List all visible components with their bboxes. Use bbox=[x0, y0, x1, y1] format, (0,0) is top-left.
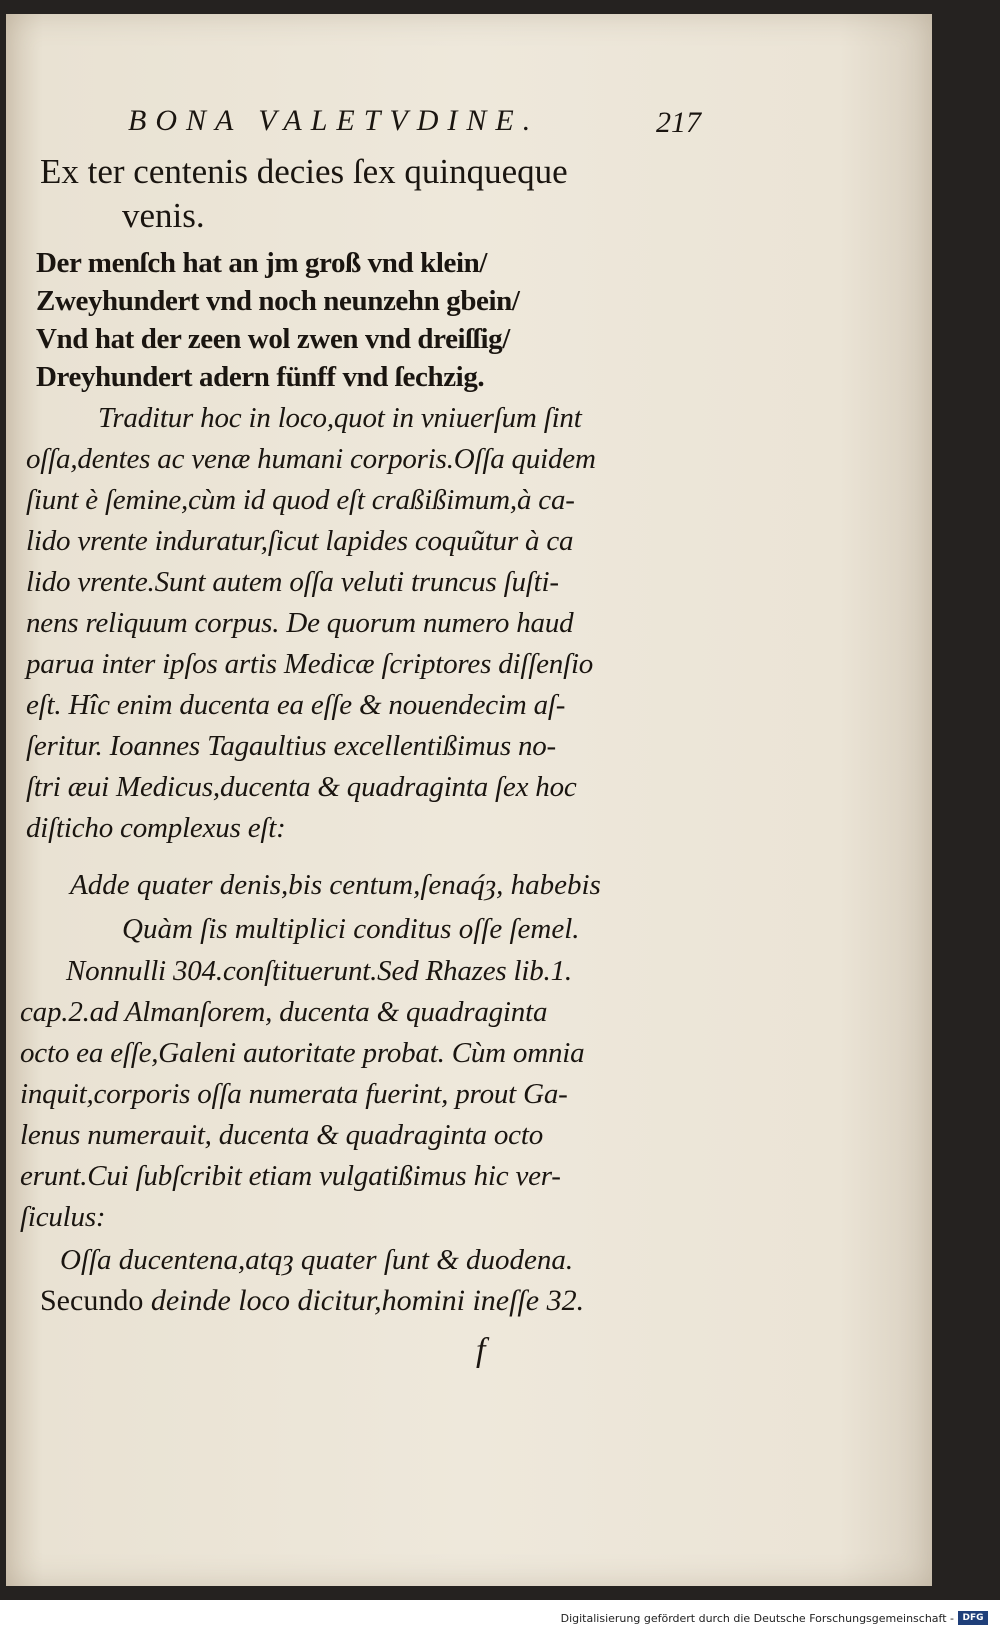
commentary-line: ſiculus: bbox=[20, 1201, 106, 1233]
digitization-credit: Digitalisierung gefördert durch die Deutsche Forschungsgemeinschaft - bbox=[560, 1612, 954, 1625]
commentary-line: inquit,corporis oſſa numerata fuerint, prout Ga- bbox=[20, 1078, 568, 1110]
commentary-line: lido vrente.Sunt autem oſſa veluti truncus ſuſti- bbox=[26, 566, 559, 598]
german-verse bbox=[36, 244, 520, 396]
commentary-line: Nonnulli 304.conſtituerunt.Sed Rhazes lib.1. bbox=[66, 955, 572, 987]
quotation-line: Adde quater denis,bis centum,ſenaq́ȝ, habebis bbox=[70, 869, 601, 901]
commentary-line: octo ea eſſe,Galeni autoritate probat. Cùm omnia bbox=[20, 1037, 585, 1069]
dfg-logo-icon: DFG bbox=[958, 1611, 988, 1625]
page-header bbox=[128, 104, 708, 144]
commentary-paragraph-2 bbox=[20, 951, 584, 1238]
latin-verse-line: venis. bbox=[122, 196, 205, 235]
catchword: f bbox=[476, 1332, 486, 1369]
commentary-line: eſt. Hîc enim ducenta ea eſſe & nouendecim aſ- bbox=[26, 689, 566, 721]
final-line-roman: Secundo bbox=[40, 1284, 144, 1317]
quotation-line: Quàm ſis multiplici conditus oſſe ſemel. bbox=[122, 913, 580, 945]
latin-verse bbox=[40, 150, 568, 238]
german-verse-line: Dreyhundert adern fünff vnd ſechzig. bbox=[36, 361, 485, 393]
german-verse-line: Zweyhundert vnd noch neunzehn gbein/ bbox=[36, 285, 520, 317]
commentary-line: ſeritur. Ioannes Tagaultius excellentißimus no- bbox=[26, 730, 557, 762]
commentary-line: ſiunt è ſemine,cùm id quod eſt craßißimum,à ca- bbox=[26, 484, 575, 516]
commentary-line: lido vrente induratur,ſicut lapides coquũtur à ca bbox=[26, 525, 574, 557]
commentary-line: parua inter ipſos artis Medicæ ſcriptores diſſenſio bbox=[26, 648, 594, 680]
commentary-line: Traditur hoc in loco,quot in vniuerſum ſint bbox=[98, 402, 582, 434]
commentary-line: erunt.Cui ſubſcribit etiam vulgatißimus hic ver- bbox=[20, 1160, 561, 1192]
commentary-line: ſtri æui Medicus,ducenta & quadraginta ſex hoc bbox=[26, 771, 577, 803]
latin-verse-line: Ex ter centenis decies ſex quinqueque bbox=[40, 152, 568, 191]
german-verse-line: Der menſch hat an jm groß vnd klein/ bbox=[36, 247, 487, 279]
verse-quotation-1 bbox=[70, 863, 601, 951]
commentary-line: nens reliquum corpus. De quorum numero haud bbox=[26, 607, 574, 639]
verse-quotation-2: Oſſa ducentena,atqȝ quater ſunt & duodena. bbox=[60, 1244, 574, 1276]
commentary-paragraph-1 bbox=[26, 398, 596, 849]
commentary-line: cap.2.ad Almanſorem, ducenta & quadraginta bbox=[20, 996, 548, 1028]
commentary-line: lenus numerauit, ducenta & quadraginta octo bbox=[20, 1119, 544, 1151]
final-line-italic: deinde loco dicitur,homini ineſſe 32. bbox=[150, 1284, 585, 1317]
page-number: 217 bbox=[656, 106, 701, 139]
german-verse-line: Vnd hat der zeen wol zwen vnd dreiſſig/ bbox=[36, 323, 510, 355]
commentary-line: diſticho complexus eſt: bbox=[26, 812, 286, 844]
running-head: BONA VALETVDINE. bbox=[128, 104, 540, 137]
commentary-line: oſſa,dentes ac venæ humani corporis.Oſſa quidem bbox=[26, 443, 596, 475]
final-line bbox=[40, 1284, 584, 1318]
